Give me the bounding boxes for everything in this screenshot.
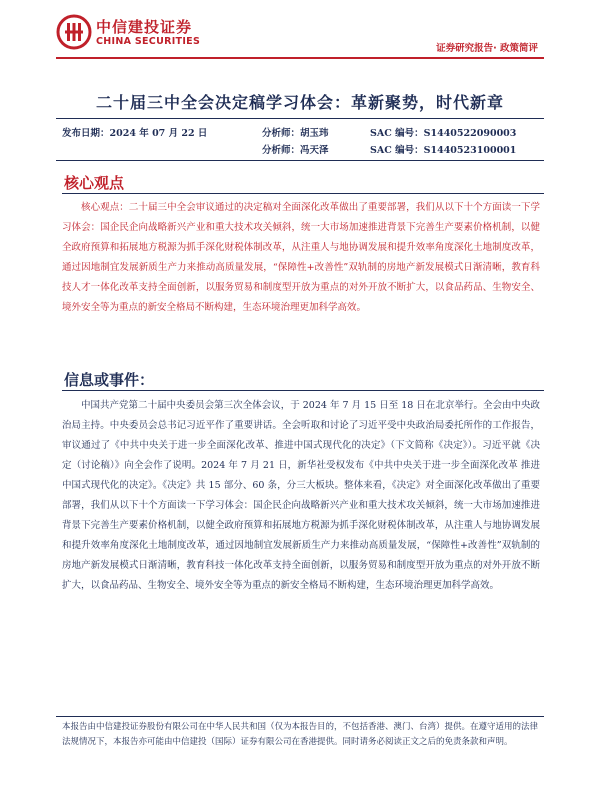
meta-divider (56, 160, 544, 161)
event-paragraph: 中国共产党第二十届中央委员会第三次全体会议，于 2024 年 7 月 15 日至 18 日在北京举行。全会由中央政治局主持。中央委员会总书记习近平作了重要讲话。全会听取和讨论了习近平受中央政治局委托所作的工作报告，审议通过了《中共中央关于进一步全面深化改革、推进中国式现代化的决定》（下文简称《决定》）。习近平就《决定（讨论稿）》向全会作了说明。2024 年 7 月 21 日，新华社受权发布《中共中央关于进一步全面深化改革 推进中国式现代化的决定》。《决定》共 15 部分、60 条，分三大板块。整体来看，《决定》对全面深化改革做出了重要部署，我们从以下十个方面读一下学习体会：国企民企向战略新兴产业和重大技术攻关倾斜，统一大市场加速推进背景下完善生产要素价格机制，以健全政府预算和拓展地方税源为抓手深化财税体制改革，从注重人与地协调发展和提升效率角度深化土地制度改革，通过因地制宜发展新质生产力来推动高质量发展，“保障性+改善性”双轨制的房地产新发展模式日渐清晰，教育科技一体化改革支持全面创新，以服务贸易和制度型开放为重点的对外开放不断扩大，以食品药品、生物安全、境外安全等为重点的新安全格局不断构建，生态环境治理更加科学高效。 (62, 400, 540, 591)
report-title: 二十届三中全会决定稿学习体会：革新聚势，时代新章 (95, 93, 504, 112)
analyst-2-sac-label: SAC 编号： (370, 145, 424, 156)
analyst-1-role: 分析师： (262, 128, 301, 139)
analyst-2-sac-value: S1440523100001 (423, 145, 517, 156)
publish-date-value: 2024 年 07 月 22 日 (109, 128, 208, 139)
core-paragraph (62, 198, 540, 318)
analyst-1-sac-label: SAC 编号： (370, 128, 424, 139)
brand-name-en: CHINA SECURITIES (96, 36, 201, 47)
event-heading-rule (62, 390, 544, 391)
disclaimer: 本报告由中信建投证券股份有限公司在中华人民共和国（仅为本报告目的，不包括香港、澳门、台湾）提供。在遵守适用的法律法规情况下，本报告亦可能由中信建投（国际）证券有限公司在香港提供。同时请务必阅读正文之后的免责条款和声明。 (62, 722, 539, 747)
brand-logo (56, 14, 201, 54)
analyst-1-sac (370, 125, 516, 139)
footer-divider (56, 716, 544, 717)
analyst-2 (262, 142, 329, 156)
citic-logo-icon (56, 14, 92, 50)
core-heading: 核心观点 (64, 174, 125, 192)
core-heading-rule (62, 193, 544, 194)
core-highlight: 国企民企向战略新兴产业和重大技术攻关倾斜，统一大市场加速推进背景下完善生产要素价格机制，以健全政府预算和拓展地方税源为抓手深化财税体制改革，从注重人与地协调发展和提升效率角度深化土地制度改革，通过因地制宜发展新质生产力来推动高质量发展，“保障性+改善性”双轨制的房地产新发展模式日渐清晰，教育科技人才一体化改革支持全面创新，以服务贸易和制度型开放为重点的对外开放不断扩大，以食品药品、生物安全、境外安全等为重点的新安全格局不断构建，生态环境治理更加科学高效。 (62, 222, 540, 313)
header-divider (56, 57, 544, 59)
core-intro: 核心观点：二十届三中全会审议通过的决定稿对全面深化改革做出了重要部署，我们从以下十个方面读一下学习体会： (62, 202, 540, 233)
analyst-1-name: 胡玉玮 (300, 128, 329, 139)
brand-name-cn: 中信建投证券 (96, 18, 193, 36)
analyst-1 (262, 125, 329, 139)
title-divider (56, 118, 544, 119)
event-heading: 信息或事件： (64, 371, 155, 389)
analyst-2-role: 分析师： (262, 145, 301, 156)
publish-date (62, 125, 207, 139)
report-type: 证券研究报告· 政策简评 (436, 43, 538, 54)
analyst-2-sac (370, 142, 516, 156)
publish-date-label: 发布日期： (62, 128, 110, 139)
analyst-2-name: 冯天泽 (300, 145, 329, 156)
analyst-1-sac-value: S1440522090003 (423, 128, 517, 139)
